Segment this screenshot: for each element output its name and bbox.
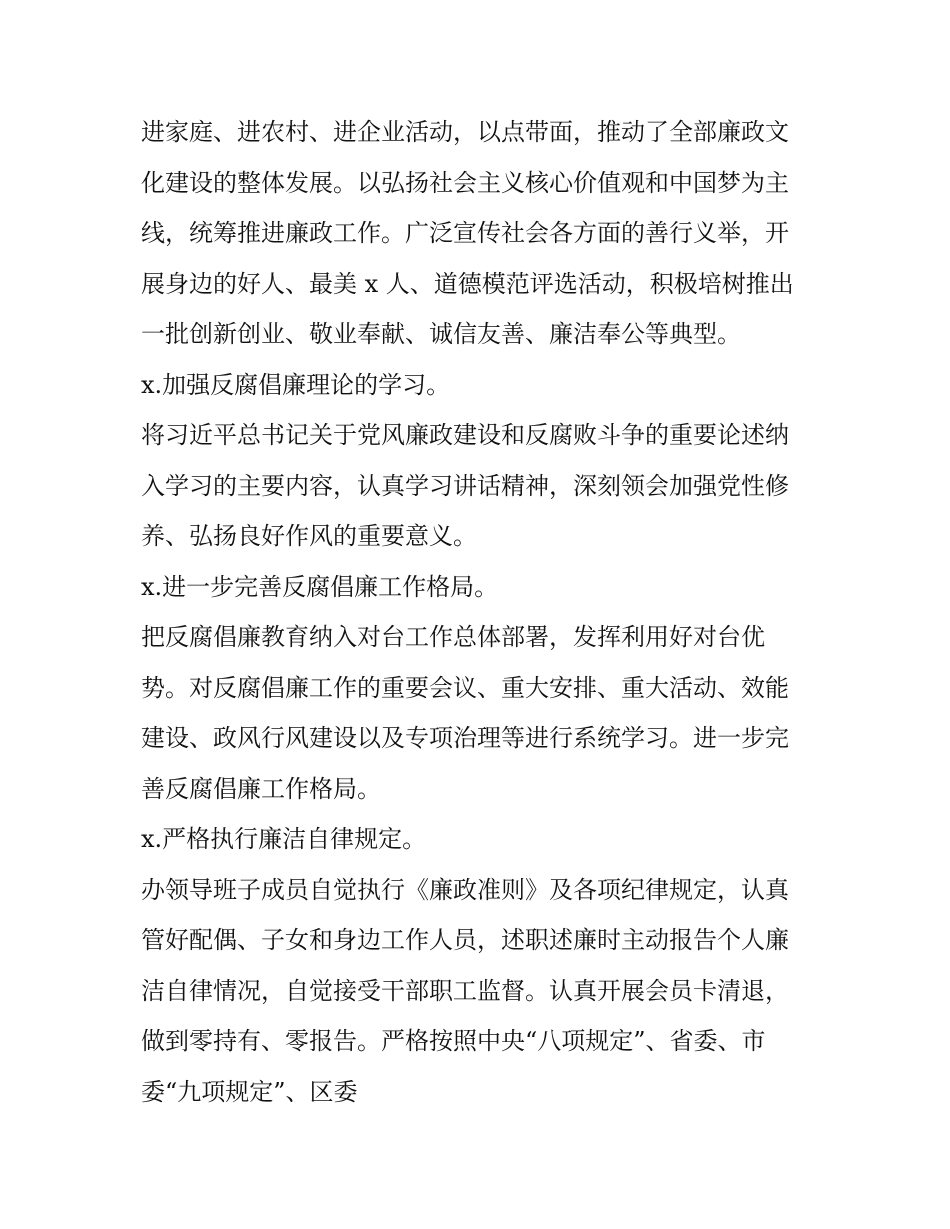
text-line: 委“九项规定”、区委 — [141, 1077, 358, 1106]
section-heading: x.严格执行廉洁自律规定。 — [141, 825, 427, 853]
text-line: 洁自律情况，自觉接受干部职工监督。认真开展会员卡清退， — [141, 976, 789, 1005]
section-heading: x.加强反腐倡廉理论的学习。 — [141, 370, 451, 399]
text-line: 管好配偶、子女和身边工作人员，述职述廉时主动报告个人廉 — [141, 926, 789, 954]
text-line: 入学习的主要内容，认真学习讲话精神，深刻领会加强党性修 — [141, 471, 789, 500]
text-line: 将习近平总书记关于党风廉政建设和反腐败斗争的重要论述纳 — [141, 421, 789, 449]
text-line: 做到零持有、零报告。严格按照中央“八项规定”、省委、市 — [141, 1027, 766, 1055]
text-line: 势。对反腐倡廉工作的重要会议、重大安排、重大活动、效能 — [141, 673, 789, 702]
section-heading: x.进一步完善反腐倡廉工作格局。 — [141, 572, 499, 601]
text-line: 进家庭、进农村、进企业活动，以点带面，推动了全部廉政文 — [141, 118, 789, 146]
document-body — [141, 107, 813, 1117]
text-line: 一批创新创业、敬业奉献、诚信友善、廉洁奉公等典型。 — [141, 320, 741, 348]
text-line: 办领导班子成员自觉执行《廉政准则》及各项纪律规定，认真 — [141, 875, 789, 904]
text-line: 养、弘扬良好作风的重要意义。 — [141, 522, 477, 550]
text-line: 展身边的好人、最美 x 人、道德模范评选活动，积极培树推出 — [141, 269, 794, 298]
text-line: 把反腐倡廉教育纳入对台工作总体部署，发挥利用好对台优 — [141, 623, 765, 651]
text-line: 线，统筹推进廉政工作。广泛宣传社会各方面的善行义举，开 — [141, 219, 789, 247]
text-line: 化建设的整体发展。以弘扬社会主义核心价值观和中国梦为主 — [141, 168, 789, 197]
text-line: 善反腐倡廉工作格局。 — [141, 774, 381, 803]
text-line: 建设、政风行风建设以及专项治理等进行系统学习。进一步完 — [141, 724, 789, 752]
